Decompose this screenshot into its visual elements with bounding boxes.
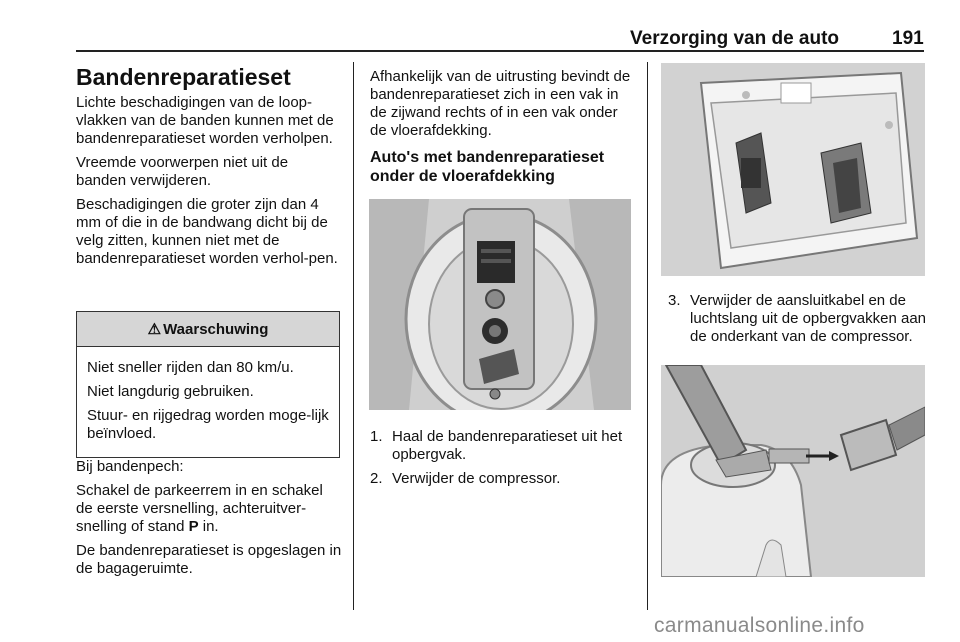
list-item [370,470,632,488]
step-number: 3. [668,292,681,309]
list-item [370,428,632,464]
paragraph: Afhankelijk van de uitrusting bevindt de bandenreparatieset zich in een vak in de zijwand rechts of in een vak onder de vloerafdekking. [370,68,631,139]
column-2 [370,68,636,200]
step-text: Verwijder de compressor. [392,470,561,487]
warning-box [76,311,340,458]
paragraph: Bij bandenpech: [76,458,184,475]
cable-hose-illustration [661,365,925,577]
page-number: 191 [892,28,924,49]
warning-item: Niet sneller rijden dan 80 km/u. [87,359,294,376]
warning-icon: ⚠ [147,321,162,338]
step-number: 2. [370,470,383,487]
compressor-storage-illustration [661,63,925,276]
paragraph: De bandenreparatieset is opgeslagen in de bagageruimte. [76,542,342,577]
warning-item: Stuur- en rijgedrag worden moge-lijk beïnvloed. [87,407,329,442]
steps-list-1 [370,428,632,494]
watermark: carmanualsonline.info [654,614,865,637]
steps-list-2 [668,292,926,352]
warning-body [77,347,339,457]
column-divider-2 [647,62,648,610]
trunk-illustration [369,199,631,410]
subheading: Auto's met bandenreparatieset onder de vloerafdekking [370,149,605,185]
running-header-title: Verzorging van de auto [630,28,840,49]
warning-header [77,312,339,347]
section-heading: Bandenreparatieset [76,64,291,90]
paragraph [76,482,342,536]
text-run: Schakel de parkeerrem in en schakel de eerste versnelling, achteruitver-snelling of stand [76,482,323,535]
step-text: Haal de bandenreparatieset uit het opbergvak. [392,428,623,463]
paragraph: Beschadigingen die groter zijn dan 4 mm of die in de bandwang dicht bij de velg zitten, kunnen niet met de bandenreparatieset worden verhol-pen. [76,196,338,267]
warning-item: Niet langdurig gebruiken. [87,383,254,400]
warning-title: Waarschuwing [163,320,269,338]
paragraph: Vreemde voorwerpen niet uit de banden verwijderen. [76,154,289,189]
gear-position: P [188,518,199,535]
text-run: in. [198,518,219,535]
list-item [668,292,926,346]
paragraph: Lichte beschadigingen van de loop-vlakken van de banden kunnen met de bandenreparatieset worden verholpen. [76,94,334,147]
header-rule [76,50,924,52]
column-1 [76,64,342,274]
step-text: Verwijder de aansluitkabel en de luchtslang uit de opbergvakken aan de onderkant van de compressor. [690,292,927,345]
step-number: 1. [370,428,383,445]
column-divider-1 [353,62,354,610]
column-1-lower [76,458,342,584]
